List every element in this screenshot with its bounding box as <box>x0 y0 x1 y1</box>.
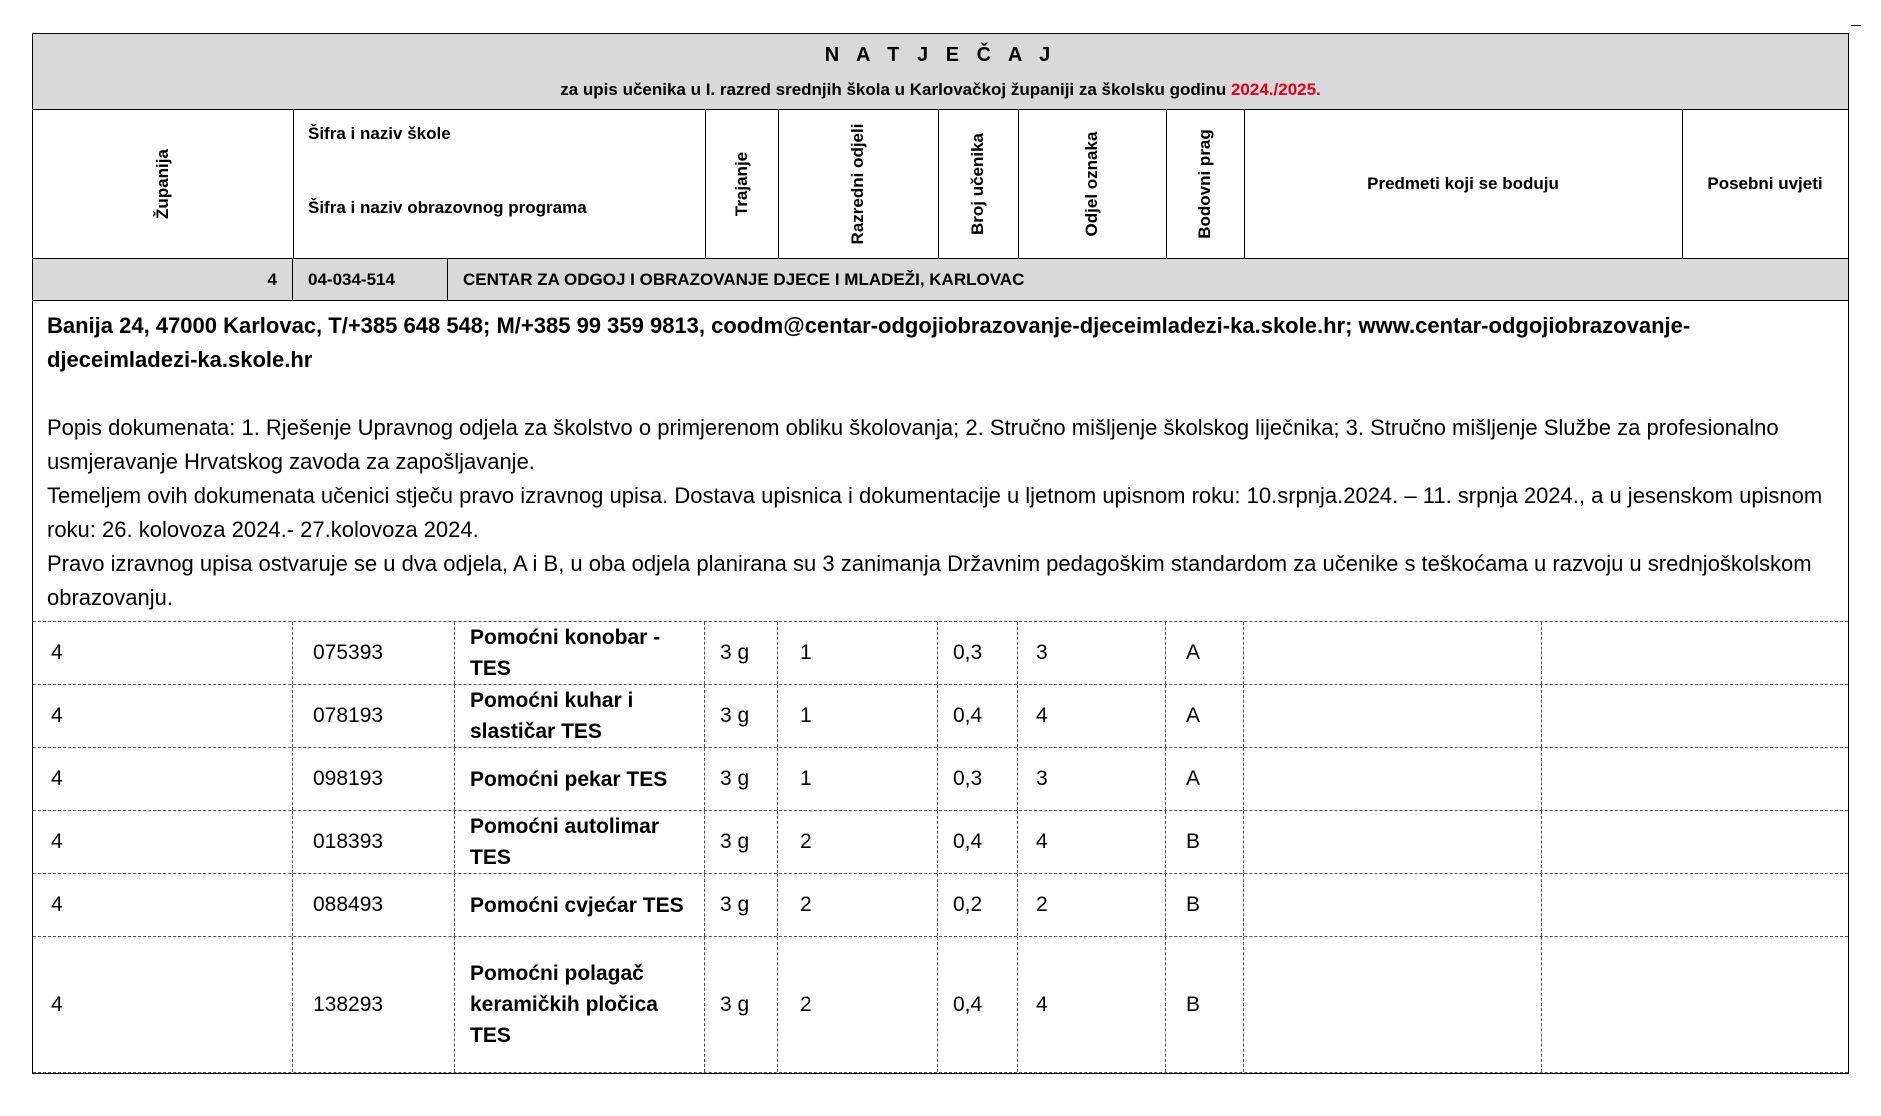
table-cell-empty <box>1542 811 1848 873</box>
table-cell-empty <box>1244 685 1542 747</box>
cell-county: 4 <box>51 893 63 916</box>
school-code: 04-034-514 <box>293 259 448 300</box>
table-cell-empty <box>1244 748 1542 810</box>
cell-share: 0,4 <box>953 830 983 853</box>
school-year: 2024./2025. <box>1230 80 1321 99</box>
enrollment-deadlines: Temeljem ovih dokumenata učenici stječu pravo izravnog upisa. Dostava upisnica i dokumentacije u ljetnom upisnom roku: 10.srpnja.2024. – 11. srpnja 2024., a u jesenskom upisnom roku: 26. kolovoza 2024.- 27.kolovoza 2024. <box>47 483 1823 542</box>
table-cell-duration <box>705 811 778 873</box>
table-header <box>33 110 1848 259</box>
cell-name: Pomoćni konobar - TES <box>470 626 661 680</box>
table-cell-duration <box>705 748 778 810</box>
table-cell-code <box>293 622 455 684</box>
table-cell-empty <box>1244 874 1542 936</box>
table-cell-duration <box>705 622 778 684</box>
header-county-label: Županija <box>153 149 172 219</box>
cell-name: Pomoćni polagač keramičkih pločica TES <box>470 962 658 1047</box>
table-cell-empty <box>1244 937 1542 1072</box>
table-cell-section <box>1166 937 1244 1072</box>
table-cell-classes <box>778 685 938 747</box>
cell-county: 4 <box>51 704 63 727</box>
table-row <box>33 622 1848 685</box>
program-table-body <box>33 622 1848 1073</box>
cell-code: 098193 <box>313 767 384 790</box>
table-cell-empty <box>1542 622 1848 684</box>
table-cell-name <box>455 874 705 936</box>
cell-classes: 1 <box>800 641 812 664</box>
cell-classes: 1 <box>800 704 812 727</box>
table-cell-empty <box>1542 685 1848 747</box>
school-info <box>33 301 1848 622</box>
cell-section: B <box>1186 893 1201 916</box>
table-row <box>33 811 1848 874</box>
table-cell-county <box>33 937 293 1072</box>
table-cell-students <box>1018 874 1166 936</box>
table-cell-students <box>1018 811 1166 873</box>
table-cell-name <box>455 937 705 1072</box>
table-cell-county <box>33 622 293 684</box>
header-subjects-label: Predmeti koji se boduju <box>1367 174 1559 193</box>
header-class-count <box>778 110 939 258</box>
table-cell-classes <box>778 811 938 873</box>
cell-section: B <box>1186 830 1201 853</box>
table-cell-county <box>33 748 293 810</box>
table-cell-name <box>455 622 705 684</box>
cell-classes: 2 <box>800 893 812 916</box>
header-codes <box>293 110 706 258</box>
table-cell-students <box>1018 748 1166 810</box>
cell-name: Pomoćni pekar TES <box>470 767 668 791</box>
cell-code: 075393 <box>313 641 384 664</box>
header-duration <box>705 110 779 258</box>
title-banner <box>33 34 1848 110</box>
header-threshold <box>1166 110 1245 258</box>
table-row <box>33 748 1848 811</box>
table-cell-empty <box>1542 874 1848 936</box>
table-cell-section <box>1166 685 1244 747</box>
table-cell-share <box>938 937 1018 1072</box>
school-name: CENTAR ZA ODGOJ I OBRAZOVANJE DJECE I MLADEŽI, KARLOVAC <box>463 269 1025 289</box>
cell-students: 4 <box>1036 704 1048 727</box>
cell-classes: 1 <box>800 767 812 790</box>
table-cell-code <box>293 748 455 810</box>
table-cell-county <box>33 811 293 873</box>
table-cell-share <box>938 748 1018 810</box>
header-threshold-label: Bodovni prag <box>1195 129 1214 239</box>
cell-code: 018393 <box>313 830 384 853</box>
table-cell-section <box>1166 811 1244 873</box>
table-cell-section <box>1166 748 1244 810</box>
header-subjects <box>1244 110 1683 258</box>
cell-students: 3 <box>1036 641 1048 664</box>
header-program-code-label: Šifra i naziv obrazovnog programa <box>308 198 587 217</box>
cell-code: 078193 <box>313 704 384 727</box>
header-duration-label: Trajanje <box>731 151 751 217</box>
header-section-label: Odjel oznaka <box>1082 131 1101 237</box>
table-cell-classes <box>778 874 938 936</box>
cell-students: 2 <box>1036 893 1048 916</box>
table-row <box>33 937 1848 1073</box>
cell-county: 4 <box>51 767 63 790</box>
cell-classes: 2 <box>800 992 812 1016</box>
cell-county: 4 <box>51 641 63 664</box>
school-row <box>33 259 1848 301</box>
table-cell-duration <box>705 874 778 936</box>
header-conditions-label: Posebni uvjeti <box>1707 174 1823 193</box>
cell-code: 138293 <box>313 992 384 1016</box>
table-cell-duration <box>705 937 778 1072</box>
table-cell-county <box>33 685 293 747</box>
table-cell-students <box>1018 685 1166 747</box>
cell-duration: 3 g <box>720 830 750 853</box>
page-subtitle <box>33 80 1848 100</box>
table-cell-section <box>1166 874 1244 936</box>
school-contact: Banija 24, 47000 Karlovac, T/+385 648 548; M/+385 99 359 9813, coodm@centar-odgojiobrazovanje-djeceimladezi-ka.skole.hr; www.centar-odgojiobrazovanje-djeceimladezi-ka.skole.hr <box>47 313 1691 372</box>
header-conditions <box>1682 110 1848 258</box>
cell-students: 4 <box>1036 992 1048 1016</box>
table-cell-classes <box>778 748 938 810</box>
table-cell-code <box>293 937 455 1072</box>
table-cell-empty <box>1542 937 1848 1072</box>
table-cell-empty <box>1244 622 1542 684</box>
table-cell-name <box>455 748 705 810</box>
cell-share: 0,4 <box>953 704 983 727</box>
document-list: Popis dokumenata: 1. Rješenje Upravnog odjela za školstvo o primjerenom obliku školovanja; 2. Stručno mišljenje školskog liječnika; 3. Stručno mišljenje Službe za profesionalno usmjeravanje Hrvatskog zavoda za zapošljavanje. <box>47 415 1779 474</box>
table-cell-county <box>33 874 293 936</box>
header-section <box>1018 110 1167 258</box>
cell-share: 0,2 <box>953 893 983 916</box>
cell-students: 4 <box>1036 830 1048 853</box>
corner-mark <box>1851 25 1861 26</box>
cell-duration: 3 g <box>720 704 750 727</box>
table-cell-empty <box>1244 811 1542 873</box>
table-cell-duration <box>705 685 778 747</box>
table-cell-students <box>1018 937 1166 1072</box>
table-cell-name <box>455 811 705 873</box>
table-cell-share <box>938 811 1018 873</box>
cell-share: 0,3 <box>953 767 983 790</box>
cell-name: Pomoćni cvjećar TES <box>470 893 684 917</box>
cell-county: 4 <box>51 830 63 853</box>
table-cell-code <box>293 811 455 873</box>
table-cell-name <box>455 685 705 747</box>
cell-section: A <box>1186 704 1201 727</box>
table-cell-share <box>938 874 1018 936</box>
cell-share: 0,3 <box>953 641 983 664</box>
cell-students: 3 <box>1036 767 1048 790</box>
cell-duration: 3 g <box>720 641 750 664</box>
cell-name: Pomoćni autolimar TES <box>470 815 660 869</box>
table-cell-section <box>1166 622 1244 684</box>
table-cell-code <box>293 874 455 936</box>
table-row <box>33 685 1848 748</box>
cell-duration: 3 g <box>720 992 750 1016</box>
header-school-code-label: Šifra i naziv škole <box>308 124 451 143</box>
header-class-count-label: Razredni odjeli <box>848 123 867 245</box>
subtitle-text: za upis učenika u I. razred srednjih škola u Karlovačkoj županiji za školsku godinu <box>560 80 1227 99</box>
table-cell-empty <box>1542 748 1848 810</box>
school-county: 4 <box>33 259 293 300</box>
table-cell-classes <box>778 937 938 1072</box>
cell-section: B <box>1186 992 1201 1016</box>
cell-share: 0,4 <box>953 992 983 1016</box>
cell-classes: 2 <box>800 830 812 853</box>
header-student-count-label: Broj učenika <box>968 132 987 236</box>
table-cell-share <box>938 622 1018 684</box>
cell-code: 088493 <box>313 893 384 916</box>
table-cell-share <box>938 685 1018 747</box>
table-cell-classes <box>778 622 938 684</box>
header-county <box>33 110 294 258</box>
table-cell-students <box>1018 622 1166 684</box>
cell-duration: 3 g <box>720 893 750 916</box>
cell-duration: 3 g <box>720 767 750 790</box>
cell-section: A <box>1186 641 1201 664</box>
header-student-count <box>938 110 1019 258</box>
table-cell-code <box>293 685 455 747</box>
cell-county: 4 <box>51 992 63 1016</box>
cell-name: Pomoćni kuhar i slastičar TES <box>470 689 634 743</box>
page-title: N A T J E Č A J <box>824 44 1057 66</box>
cell-section: A <box>1186 767 1201 790</box>
tender-document <box>32 33 1849 1074</box>
table-row <box>33 874 1848 937</box>
class-info: Pravo izravnog upisa ostvaruje se u dva odjela, A i B, u oba odjela planirana su 3 zanimanja Državnim pedagoškim standardom za učenike s teškoćama u razvoju u srednjoškolskom obrazovanju. <box>47 551 1812 610</box>
